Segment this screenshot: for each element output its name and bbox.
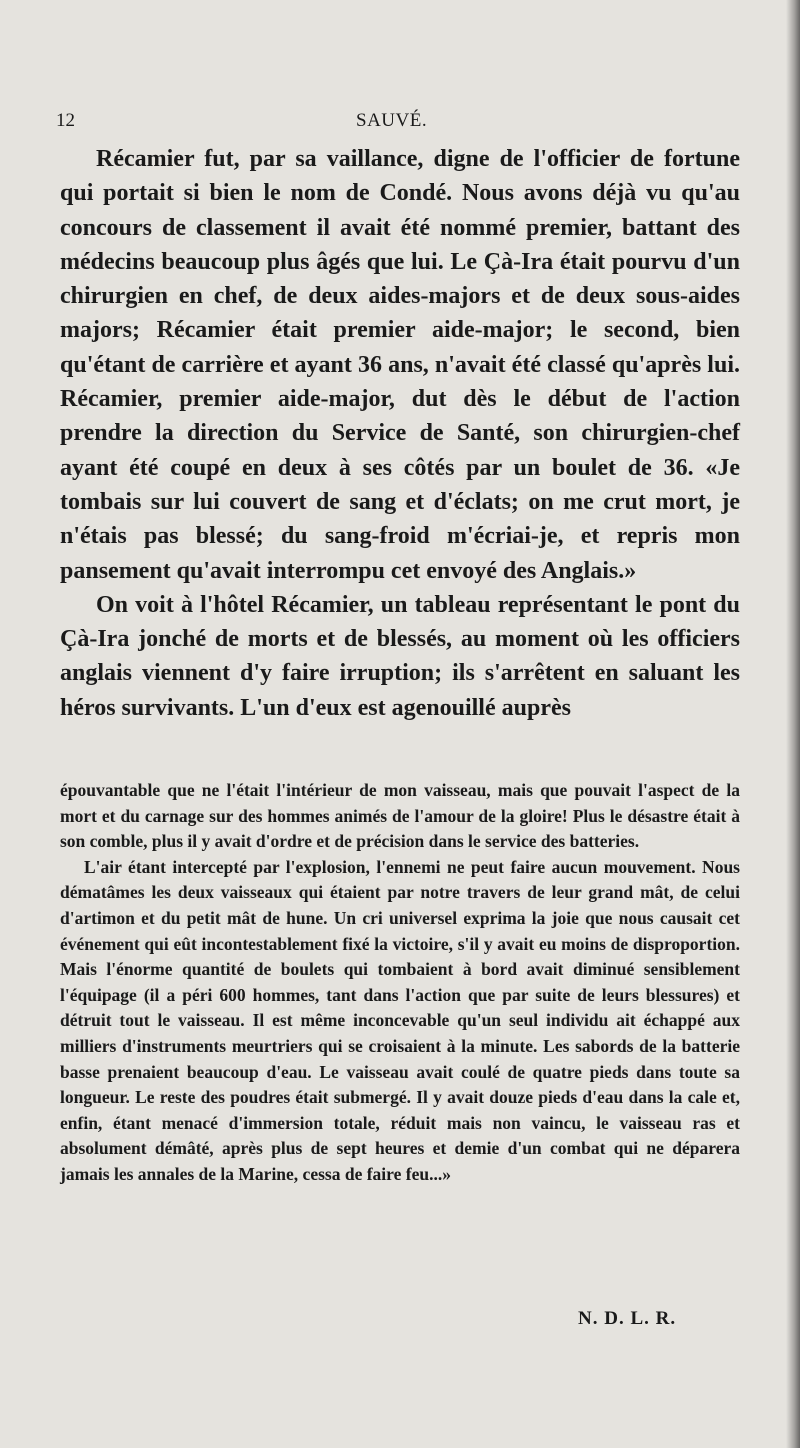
footnote-paragraph: L'air étant intercepté par l'explosion, l'ennemi ne peut faire aucun mouvement. Nous dématâmes les deux vaisseaux qui étaient par notre travers de leur grand mât, de celui d'artimon et du petit mât de hune. Un cri universel exprima la joie que nous causait cet événement qui eût incontestablement fixé la victoire, s'il y avait eu moins de disproportion. Mais l'énorme quantité de boulets qui tombaient à bord avait diminué sensiblement l'équipage (il a péri 600 hommes, tant dans l'action que par suite de leurs blessures) et détruit tout le vaisseau. Il est même inconcevable qu'un seul individu ait échappé aux milliers d'instruments meurtriers qui se croisaient à la minute. Les sabords de la batterie basse prenaient beaucoup d'eau. Le vaisseau avait coulé de quatre pieds dans toute sa longueur. Le reste des poudres était submergé. Il y avait douze pieds d'eau dans la cale et, enfin, étant menacé d'immersion totale, réduit mais non vaincu, le vaisseau ras et absolument démâté, après plus de sept heures et demie d'un combat qui ne déparera jamais les annales de la Marine, cessa de faire feu...» xyxy=(60,856,740,1184)
body-paragraph: On voit à l'hôtel Récamier, un tableau représentant le pont du Çà-Ira jonché de morts et de blessés, au moment où les officiers anglais viennent d'y faire irruption; ils s'arrêtent en saluant les héros survivants. L'un d'eux est agenouillé auprès xyxy=(60,591,740,721)
footnote-paragraph: épouvantable que ne l'était l'intérieur de mon vaisseau, mais que pouvait l'aspect de la mort et du carnage sur des hommes animés de l'amour de la gloire! Plus le désastre était à son comble, plus il y avait d'ordre et de précision dans le service des batteries. xyxy=(60,780,740,852)
page-header xyxy=(56,110,746,140)
main-text xyxy=(60,142,740,725)
page-edge-shadow xyxy=(786,0,800,1448)
running-title: SAUVÉ. xyxy=(356,110,428,131)
page-number: 12 xyxy=(56,110,75,131)
body-paragraph: Récamier fut, par sa vaillance, digne de l'officier de fortune qui portait si bien le nom de Condé. Nous avons déjà vu qu'au concours de classement il avait été nommé premier, battant des médecins beaucoup plus âgés que lui. Le Çà-Ira était pourvu d'un chirurgien en chef, de deux aides-majors et de deux sous-aides majors; Récamier était premier aide-major; le second, bien qu'étant de carrière et ayant 36 ans, n'avait été classé qu'après lui. Récamier, premier aide-major, dut dès le début de l'action prendre la direction du Service de Santé, son chirurgien-chef ayant été coupé en deux à ses côtés par un boulet de 36. «Je tombais sur lui couvert de sang et d'éclats; on me crut mort, je n'étais pas blessé; du sang-froid m'écriai-je, et repris mon pansement qu'avait interrompu cet envoyé des Anglais.» xyxy=(60,146,740,584)
editor-signature: N. D. L. R. xyxy=(578,1308,677,1329)
footnote xyxy=(60,778,740,1188)
